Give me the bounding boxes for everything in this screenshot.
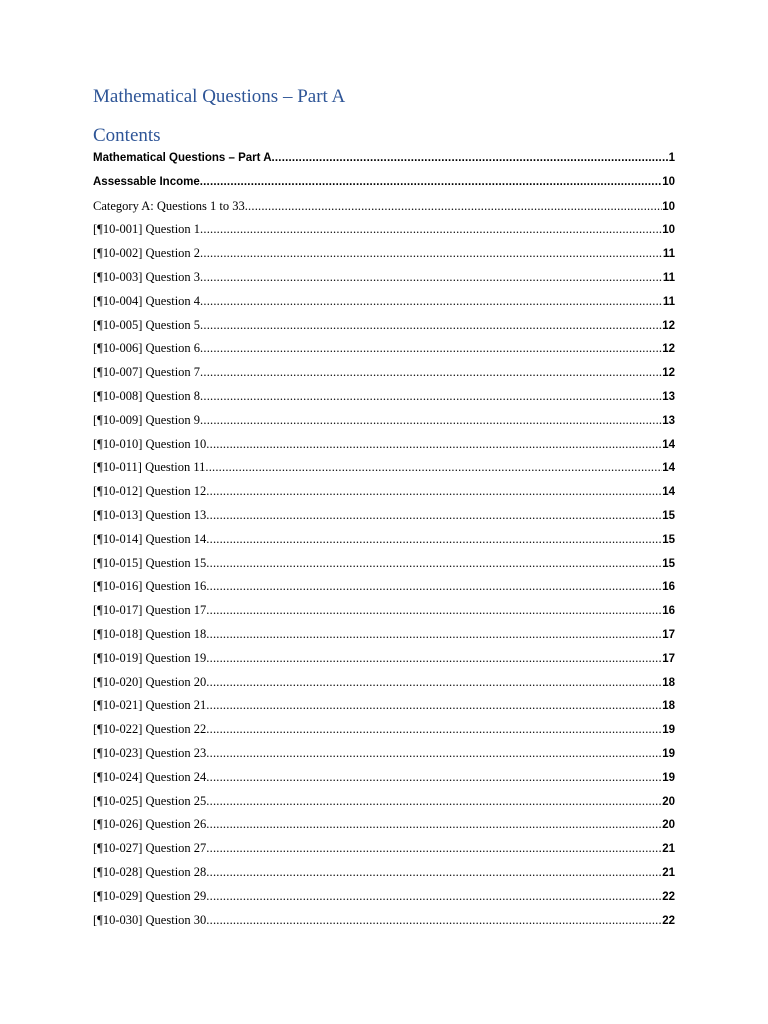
toc-page-number: 16 <box>662 581 675 594</box>
toc-dot-leader <box>206 577 662 595</box>
toc-entry-label: [¶10-018] Question 18 <box>93 626 207 641</box>
toc-entry[interactable] <box>93 339 675 363</box>
toc-dot-leader <box>206 673 662 691</box>
toc-page-number: 15 <box>662 557 675 570</box>
toc-entry[interactable] <box>93 696 675 720</box>
toc-entry[interactable] <box>93 792 675 816</box>
contents-heading: Contents <box>93 125 161 146</box>
toc-entry[interactable] <box>93 411 675 435</box>
toc-entry[interactable] <box>93 601 675 625</box>
toc-page-number: 19 <box>662 771 675 784</box>
toc-entry-label: [¶10-026] Question 26 <box>93 817 207 832</box>
toc-entry-label: [¶10-011] Question 11 <box>93 460 206 475</box>
toc-entry[interactable] <box>93 554 675 578</box>
toc-entry-label: [¶10-008] Question 8 <box>93 388 201 403</box>
toc-entry-label: [¶10-014] Question 14 <box>93 531 207 546</box>
toc-page-number: 21 <box>662 843 675 856</box>
toc-dot-leader <box>206 506 662 524</box>
toc-page-number: 11 <box>662 248 675 261</box>
toc-entry[interactable] <box>93 316 675 340</box>
toc-entry[interactable] <box>93 839 675 863</box>
toc-page-number: 12 <box>662 367 675 380</box>
toc-entry[interactable] <box>93 197 675 221</box>
toc-entry-label: [¶10-028] Question 28 <box>93 864 207 879</box>
toc-entry[interactable] <box>93 577 675 601</box>
toc-dot-leader <box>206 792 662 810</box>
toc-entry[interactable] <box>93 506 675 530</box>
toc-dot-leader <box>200 387 662 405</box>
toc-page-number: 13 <box>662 390 675 403</box>
toc-entry-label: Assessable Income <box>93 175 200 188</box>
toc-entry-label: [¶10-009] Question 9 <box>93 412 201 427</box>
toc-page-number: 17 <box>662 652 675 665</box>
toc-dot-leader <box>206 482 662 500</box>
toc-dot-leader <box>206 625 662 643</box>
toc-entry-label: [¶10-013] Question 13 <box>93 507 207 522</box>
toc-entry[interactable] <box>93 863 675 887</box>
toc-dot-leader <box>200 173 662 191</box>
toc-entry[interactable] <box>93 292 675 316</box>
toc-entry-label: [¶10-012] Question 12 <box>93 484 207 499</box>
toc-dot-leader <box>206 435 662 453</box>
toc-entry[interactable] <box>93 625 675 649</box>
toc-entry[interactable] <box>93 173 675 197</box>
toc-entry[interactable] <box>93 220 675 244</box>
toc-dot-leader <box>206 720 662 738</box>
toc-entry[interactable] <box>93 768 675 792</box>
toc-page-number: 14 <box>662 438 675 451</box>
toc-entry-label: [¶10-023] Question 23 <box>93 745 207 760</box>
toc-page-number: 14 <box>662 462 675 475</box>
toc-dot-leader <box>206 887 662 905</box>
toc-entry-label: [¶10-016] Question 16 <box>93 579 207 594</box>
toc-entry[interactable] <box>93 744 675 768</box>
toc-entry-label: [¶10-003] Question 3 <box>93 269 201 284</box>
toc-page-number: 10 <box>662 175 675 188</box>
toc-entry-label: [¶10-002] Question 2 <box>93 246 201 261</box>
toc-entry[interactable] <box>93 458 675 482</box>
toc-page-number: 22 <box>662 914 675 927</box>
toc-page-number: 21 <box>662 866 675 879</box>
toc-page-number: 18 <box>662 700 675 713</box>
toc-dot-leader <box>200 292 663 310</box>
toc-entry[interactable] <box>93 530 675 554</box>
toc-page-number: 16 <box>662 605 675 618</box>
toc-entry-label: [¶10-015] Question 15 <box>93 555 207 570</box>
toc-entry-label: [¶10-029] Question 29 <box>93 888 207 903</box>
toc-dot-leader <box>206 768 662 786</box>
toc-dot-leader <box>206 744 662 762</box>
toc-page-number: 11 <box>662 271 675 284</box>
toc-page-number: 14 <box>662 486 675 499</box>
toc-dot-leader <box>206 601 662 619</box>
toc-entry-label: [¶10-022] Question 22 <box>93 722 207 737</box>
toc-entry-label: Category A: Questions 1 to 33 <box>93 198 245 213</box>
toc-entry-label: Mathematical Questions – Part A <box>93 152 272 164</box>
toc-dot-leader <box>200 411 662 429</box>
toc-entry[interactable] <box>93 149 675 173</box>
toc-page-number: 15 <box>662 533 675 546</box>
document-title: Mathematical Questions – Part A <box>93 86 346 107</box>
toc-dot-leader <box>200 316 662 334</box>
toc-page-number: 19 <box>662 724 675 737</box>
toc-entry[interactable] <box>93 244 675 268</box>
toc-dot-leader <box>206 815 662 833</box>
toc-page-number: 15 <box>662 509 675 522</box>
toc-dot-leader <box>206 863 662 881</box>
toc-entry-label: [¶10-019] Question 19 <box>93 650 207 665</box>
toc-dot-leader <box>200 339 662 357</box>
toc-entry-label: [¶10-024] Question 24 <box>93 769 207 784</box>
toc-entry[interactable] <box>93 815 675 839</box>
toc-page-number: 11 <box>662 295 675 308</box>
toc-dot-leader <box>200 363 662 381</box>
toc-dot-leader <box>245 197 662 215</box>
toc-entry[interactable] <box>93 673 675 697</box>
table-of-contents <box>93 149 675 934</box>
toc-entry-label: [¶10-020] Question 20 <box>93 674 207 689</box>
toc-entry[interactable] <box>93 482 675 506</box>
toc-page-number: 13 <box>662 414 675 427</box>
toc-page-number: 20 <box>662 819 675 832</box>
toc-page-number: 12 <box>662 319 675 332</box>
toc-entry[interactable] <box>93 363 675 387</box>
toc-page-number: 18 <box>662 676 675 689</box>
toc-entry[interactable] <box>93 268 675 292</box>
toc-page-number: 22 <box>662 890 675 903</box>
toc-entry[interactable] <box>93 387 675 411</box>
toc-page-number: 10 <box>662 224 675 237</box>
toc-dot-leader <box>272 149 669 167</box>
toc-dot-leader <box>206 554 662 572</box>
toc-dot-leader <box>200 268 663 286</box>
toc-entry[interactable] <box>93 649 675 673</box>
toc-entry-label: [¶10-017] Question 17 <box>93 603 207 618</box>
toc-page-number: 1 <box>668 152 675 164</box>
toc-entry-label: [¶10-027] Question 27 <box>93 841 207 856</box>
toc-dot-leader <box>206 649 662 667</box>
toc-entry-label: [¶10-006] Question 6 <box>93 341 201 356</box>
toc-page-number: 20 <box>662 795 675 808</box>
toc-entry[interactable] <box>93 435 675 459</box>
toc-dot-leader <box>200 244 663 262</box>
toc-page-number: 10 <box>662 200 675 213</box>
toc-entry-label: [¶10-007] Question 7 <box>93 365 201 380</box>
toc-dot-leader <box>206 696 662 714</box>
toc-entry[interactable] <box>93 720 675 744</box>
toc-entry-label: [¶10-010] Question 10 <box>93 436 207 451</box>
toc-entry[interactable] <box>93 911 675 935</box>
toc-page-number: 19 <box>662 747 675 760</box>
toc-dot-leader <box>206 530 662 548</box>
toc-page-number: 17 <box>662 628 675 641</box>
toc-entry-label: [¶10-025] Question 25 <box>93 793 207 808</box>
toc-page-number: 12 <box>662 343 675 356</box>
toc-dot-leader <box>200 220 662 238</box>
toc-dot-leader <box>206 911 662 929</box>
toc-dot-leader <box>206 839 662 857</box>
toc-dot-leader <box>205 458 662 476</box>
toc-entry-label: [¶10-030] Question 30 <box>93 912 207 927</box>
toc-entry[interactable] <box>93 887 675 911</box>
toc-entry-label: [¶10-021] Question 21 <box>93 698 207 713</box>
toc-entry-label: [¶10-004] Question 4 <box>93 293 201 308</box>
toc-entry-label: [¶10-005] Question 5 <box>93 317 201 332</box>
toc-entry-label: [¶10-001] Question 1 <box>93 222 201 237</box>
